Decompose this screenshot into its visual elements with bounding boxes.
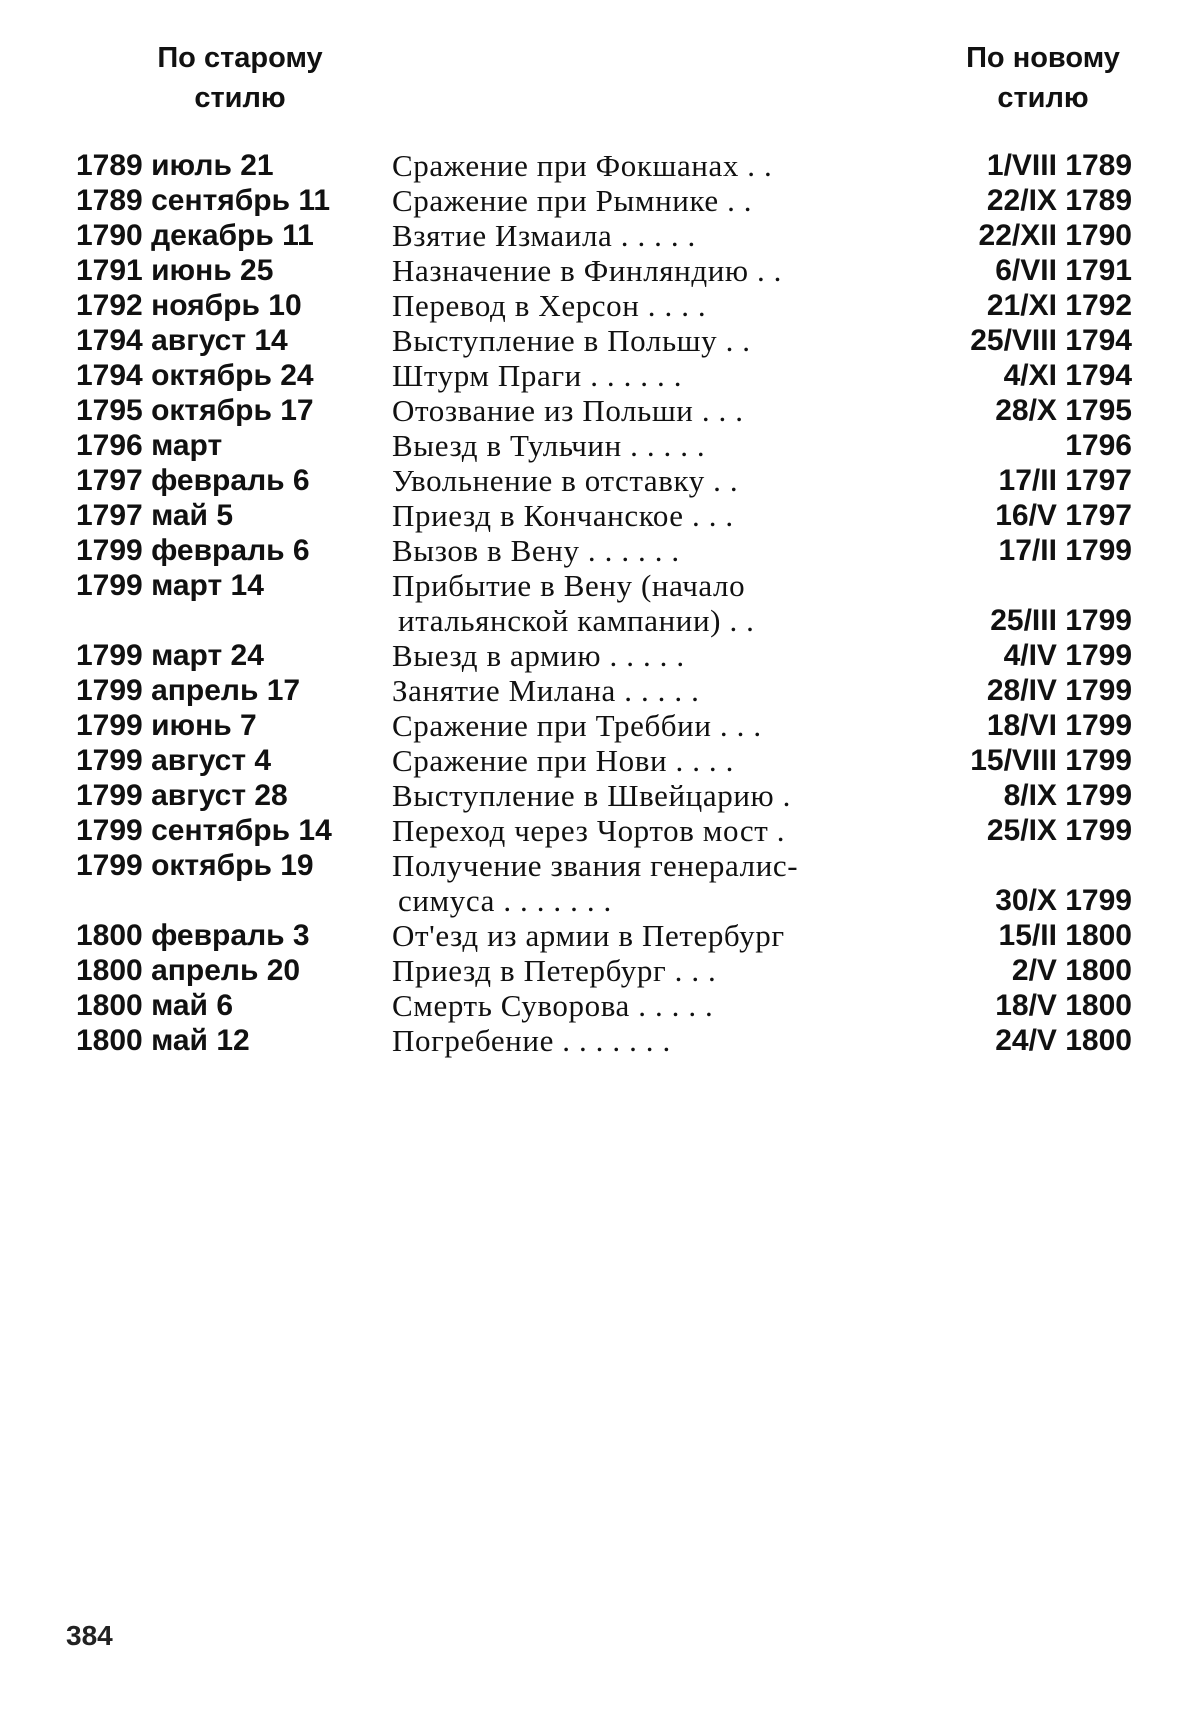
event-text: [392, 673, 882, 708]
event-line: Прибытие в Вену (начало: [392, 568, 746, 603]
event-text: [392, 323, 882, 358]
header-new-style-line-2: стилю: [997, 82, 1089, 114]
old-style-date: 1789 июль 21: [76, 149, 274, 182]
table-row: [0, 463, 1200, 498]
table-row: [0, 988, 1200, 1023]
event-text: [392, 358, 882, 393]
new-style-date: 24/V 1800: [995, 1024, 1132, 1057]
header-old-style: [120, 38, 360, 118]
old-style-date: 1800 май 6: [76, 989, 234, 1022]
event-line: Штурм Праги . . . . . .: [392, 358, 683, 393]
new-style-date: 25/VIII 1794: [970, 324, 1132, 357]
event-line: Сражение при Рымнике . .: [392, 183, 753, 218]
event-text: [392, 743, 882, 778]
event-text: [392, 288, 882, 323]
old-style-date: 1799 февраль 6: [76, 534, 310, 567]
table-row: [0, 288, 1200, 323]
old-style-date: 1794 октябрь 24: [76, 359, 314, 392]
new-style-date: 4/IV 1799: [1003, 639, 1132, 672]
new-style-date: 17/II 1799: [998, 534, 1132, 567]
event-line: Перевод в Херсон . . . .: [392, 288, 707, 323]
old-style-date: 1797 май 5: [76, 499, 234, 532]
old-style-date: 1791 июнь 25: [76, 254, 274, 287]
event-text: [392, 393, 882, 428]
event-text: [392, 148, 882, 183]
event-line: Получение звания генералис-: [392, 848, 799, 883]
chronology-table: [0, 148, 1200, 1058]
table-row: [0, 323, 1200, 358]
old-style-date: 1799 июнь 7: [76, 709, 257, 742]
new-style-date: 28/X 1795: [995, 394, 1132, 427]
event-line: От'езд из армии в Петербург: [392, 918, 785, 953]
new-style-date: 4/XI 1794: [1003, 359, 1132, 392]
event-line: Смерть Суворова . . . . .: [392, 988, 714, 1023]
event-line: Вызов в Вену . . . . . .: [392, 533, 680, 568]
table-row: [0, 1023, 1200, 1058]
old-style-date: 1796 март: [76, 429, 223, 462]
event-line: Выезд в армию . . . . .: [392, 638, 685, 673]
new-style-date: 17/II 1797: [998, 464, 1132, 497]
table-row: [0, 743, 1200, 778]
new-style-date: 1/VIII 1789: [986, 149, 1132, 182]
event-text: [392, 463, 882, 498]
new-style-date: 16/V 1797: [995, 499, 1132, 532]
old-style-date: 1799 март 14: [76, 569, 264, 602]
old-style-date: 1794 август 14: [76, 324, 288, 357]
new-style-date: 18/VI 1799: [986, 709, 1132, 742]
new-style-date: 15/II 1800: [998, 919, 1132, 952]
event-line: симуса . . . . . . .: [398, 883, 612, 918]
table-row: [0, 918, 1200, 953]
event-line: Сражение при Треббии . . .: [392, 708, 762, 743]
new-style-date: 28/IV 1799: [986, 674, 1132, 707]
old-style-date: 1799 март 24: [76, 639, 264, 672]
event-text: [392, 708, 882, 743]
event-text: [392, 183, 882, 218]
event-line: Выступление в Польшу . .: [392, 323, 751, 358]
table-row: [0, 148, 1200, 183]
new-style-date: 22/IX 1789: [986, 184, 1132, 217]
new-style-date: 2/V 1800: [1011, 954, 1132, 987]
new-style-date: 6/VII 1791: [995, 254, 1132, 287]
event-line: Отозвание из Польши . . .: [392, 393, 744, 428]
event-line: Взятие Измаила . . . . .: [392, 218, 696, 253]
old-style-date: 1800 февраль 3: [76, 919, 310, 952]
header-old-style-line-2: стилю: [194, 82, 286, 114]
table-row: [0, 393, 1200, 428]
event-line: Приезд в Кончанское . . .: [392, 498, 734, 533]
event-line: Увольнение в отставку . .: [392, 463, 739, 498]
event-line: Выступление в Швейцарию .: [392, 778, 791, 813]
new-style-date: 15/VIII 1799: [970, 744, 1132, 777]
header-new-style-line-1: По новому: [966, 42, 1120, 74]
header-old-style-line-1: По старому: [157, 42, 323, 74]
table-row: [0, 638, 1200, 673]
event-text: [392, 813, 882, 848]
event-line: Приезд в Петербург . . .: [392, 953, 717, 988]
new-style-date: 22/XII 1790: [978, 219, 1132, 252]
old-style-date: 1790 декабрь 11: [76, 219, 314, 252]
table-row: [0, 253, 1200, 288]
old-style-date: 1799 октябрь 19: [76, 849, 314, 882]
table-row: [0, 708, 1200, 743]
old-style-date: 1792 ноябрь 10: [76, 289, 302, 322]
event-text: [392, 988, 882, 1023]
page-number: 384: [66, 1620, 113, 1651]
event-text: [392, 498, 882, 533]
old-style-date: 1799 сентябрь 14: [76, 814, 332, 847]
event-line: Выезд в Тульчин . . . . .: [392, 428, 706, 463]
event-text: [392, 638, 882, 673]
old-style-date: 1789 сентябрь 11: [76, 184, 331, 217]
table-row: [0, 428, 1200, 463]
new-style-date: 30/X 1799: [995, 884, 1132, 917]
event-text: [392, 568, 882, 638]
table-row: [0, 778, 1200, 813]
event-text: [392, 218, 882, 253]
table-row: [0, 813, 1200, 848]
old-style-date: 1799 апрель 17: [76, 674, 301, 707]
old-style-date: 1799 август 28: [76, 779, 288, 812]
old-style-date: 1797 февраль 6: [76, 464, 310, 497]
event-text: [392, 918, 882, 953]
event-text: [392, 953, 882, 988]
event-line: Погребение . . . . . . .: [392, 1023, 671, 1058]
new-style-date: 1796: [1065, 429, 1132, 462]
event-line: Переход через Чортов мост .: [392, 813, 786, 848]
header-new-style: [918, 38, 1168, 118]
new-style-date: 25/IX 1799: [986, 814, 1132, 847]
new-style-date: 8/IX 1799: [1003, 779, 1132, 812]
event-line: Сражение при Фокшанах . .: [392, 148, 773, 183]
event-text: [392, 778, 882, 813]
event-text: [392, 1023, 882, 1058]
event-text: [392, 428, 882, 463]
table-row: [0, 568, 1200, 638]
old-style-date: 1800 апрель 20: [76, 954, 301, 987]
new-style-date: 21/XI 1792: [986, 289, 1132, 322]
event-line: итальянской кампании) . .: [398, 603, 755, 638]
old-style-date: 1799 август 4: [76, 744, 272, 777]
old-style-date: 1800 май 12: [76, 1024, 250, 1057]
table-row: [0, 183, 1200, 218]
event-line: Сражение при Нови . . . .: [392, 743, 734, 778]
table-row: [0, 498, 1200, 533]
event-line: Назначение в Финляндию . .: [392, 253, 783, 288]
new-style-date: 25/III 1799: [990, 604, 1132, 637]
event-text: [392, 848, 882, 918]
event-text: [392, 253, 882, 288]
event-text: [392, 533, 882, 568]
table-row: [0, 533, 1200, 568]
old-style-date: 1795 октябрь 17: [76, 394, 314, 427]
new-style-date: 18/V 1800: [995, 989, 1132, 1022]
table-row: [0, 358, 1200, 393]
table-row: [0, 673, 1200, 708]
table-row: [0, 953, 1200, 988]
table-row: [0, 848, 1200, 918]
table-row: [0, 218, 1200, 253]
event-line: Занятие Милана . . . . .: [392, 673, 700, 708]
